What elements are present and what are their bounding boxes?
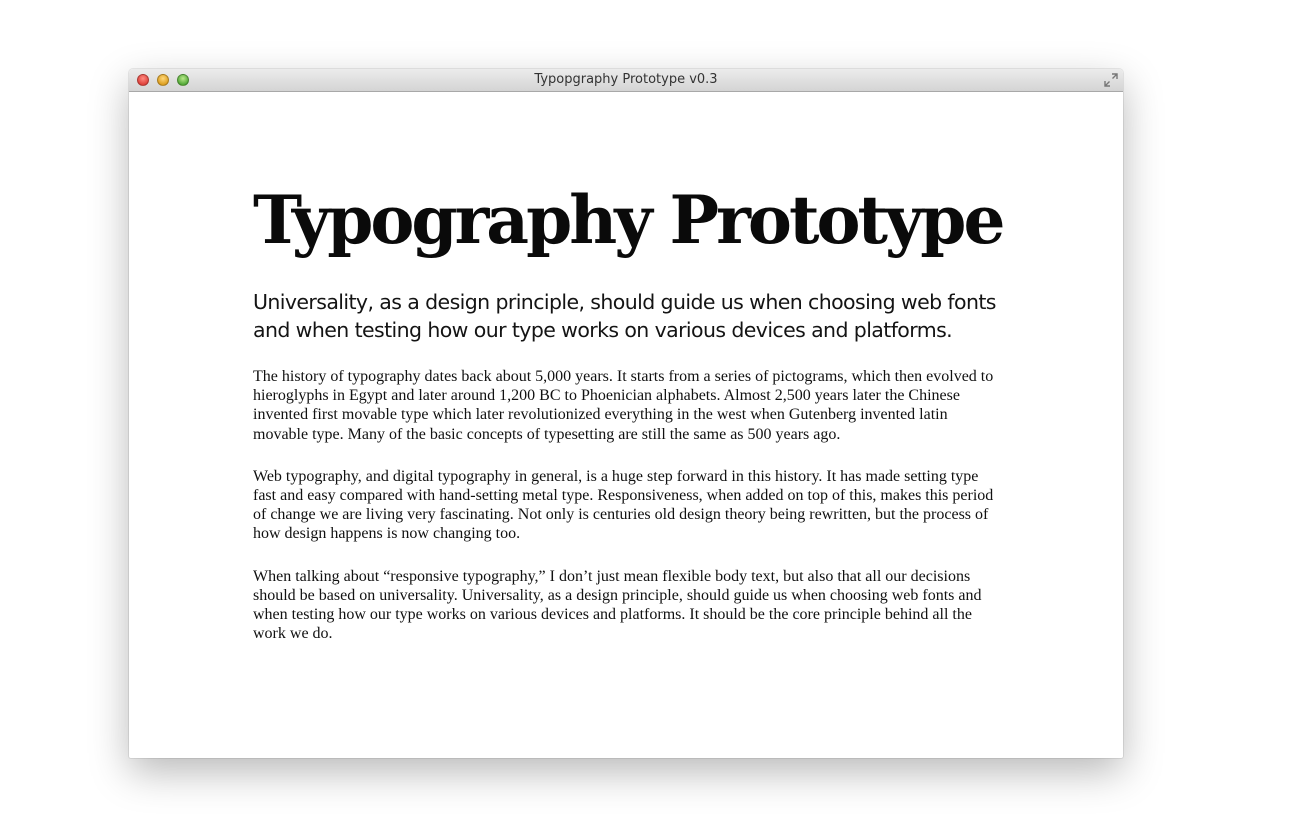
lede-paragraph: Universality, as a design principle, should guide us when choosing web fonts and when testing how our type works on various devices and platforms. xyxy=(253,290,996,342)
window-title: Typopgraphy Prototype v0.3 xyxy=(534,72,718,87)
body-paragraph-1: The history of typography dates back about 5,000 years. It starts from a series of pictograms, which then evolved to hieroglyphs in Egypt and later around 1,200 BC to Phoenician alphabets. Almost 2,500 years later the Chinese invented first movable type which later revolutionized everything in the west when Gutenberg invented latin movable type. Many of the basic concepts of typesetting are still the same as 500 years ago. xyxy=(253,368,994,443)
title-bar[interactable] xyxy=(129,69,1123,92)
page-title: Typography Prototype xyxy=(253,181,1003,259)
body-paragraph-3: When talking about “responsive typography,” I don’t just mean flexible body text, but also that all our decisions should be based on universality. Universality, as a design principle, should guide us when choosing web fonts and when testing how our type works on various devices and platforms. It should be the core principle behind all the work we do. xyxy=(253,567,982,643)
app-window xyxy=(129,69,1123,758)
article xyxy=(253,182,1005,643)
body-paragraph-2: Web typography, and digital typography in general, is a huge step forward in this history. It has made setting type fast and easy compared with hand-setting metal type. Responsiveness, when added on top of this, makes this period of change we are living very fascinating. Not only is centuries old design theory being rewritten, but the process of how design happens is now changing too. xyxy=(253,467,994,543)
fullscreen-icon[interactable] xyxy=(1104,73,1118,87)
